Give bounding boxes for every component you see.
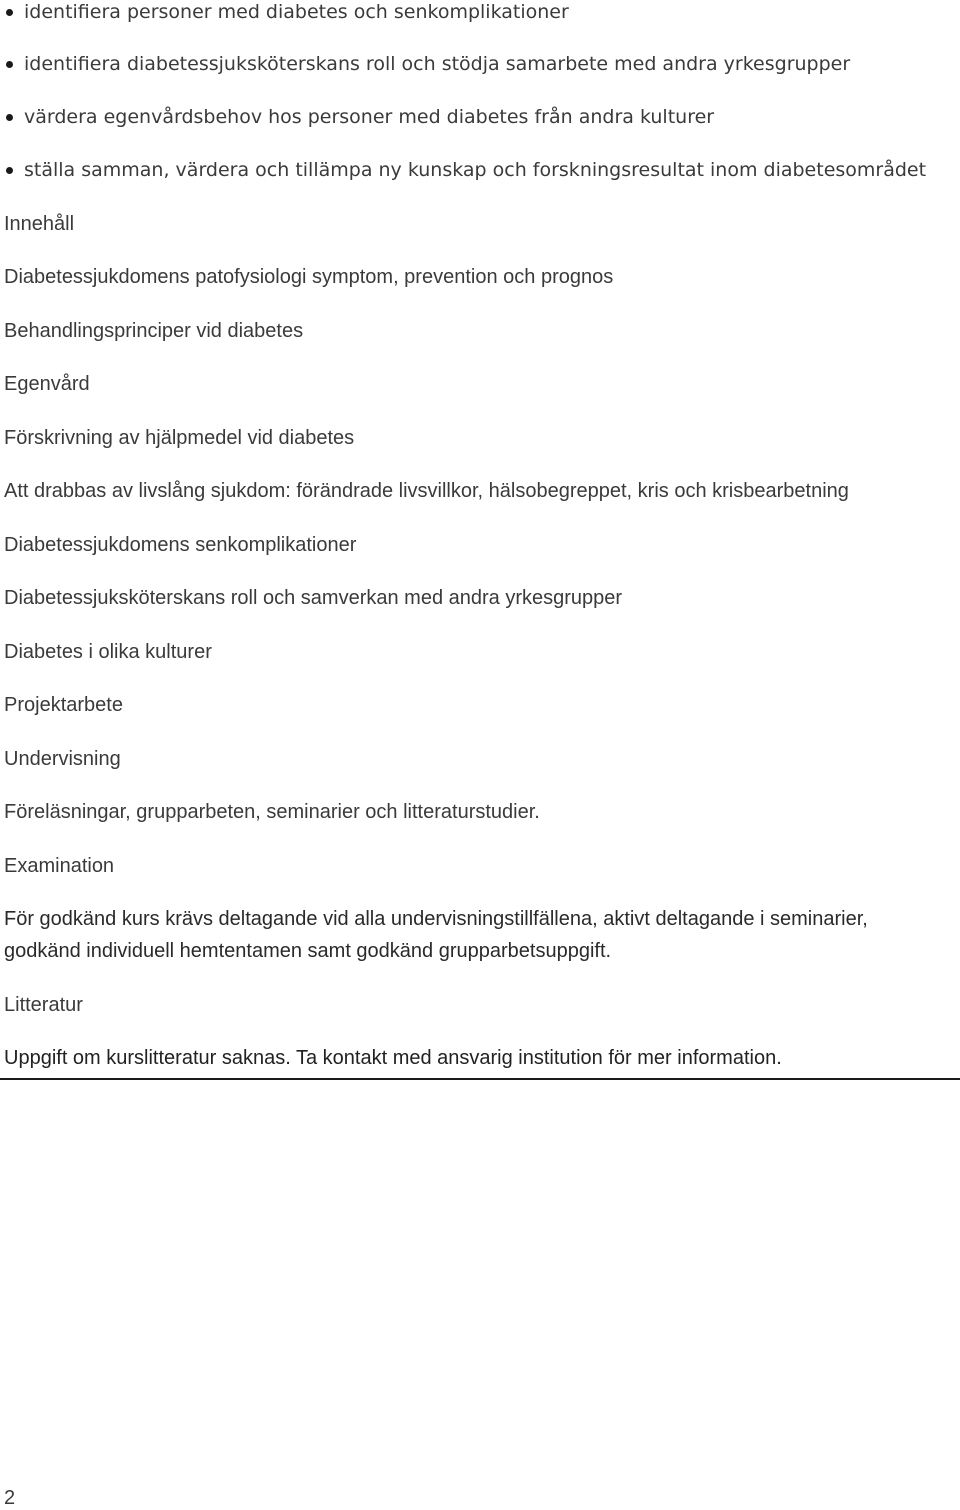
content-item: Behandlingsprinciper vid diabetes (4, 320, 304, 342)
content-item: Förskrivning av hjälpmedel vid diabetes (4, 427, 355, 449)
page-number: 2 (4, 1487, 16, 1509)
objective-text: värdera egenvårdsbehov hos personer med diabetes från andra kulturer (24, 106, 715, 128)
content-item: Diabetes i olika kulturer (4, 641, 212, 663)
teaching-heading: Undervisning (4, 748, 121, 770)
content-item: Diabetessjukdomens patofysiologi symptom, prevention och prognos (4, 266, 614, 288)
literature-heading: Litteratur (4, 994, 83, 1016)
horizontal-rule (0, 1078, 960, 1080)
bullet-icon (6, 114, 13, 121)
content-item: Diabetessjukdomens senkomplikationer (4, 534, 357, 556)
examination-line: godkänd individuell hemtentamen samt godkänd grupparbetsuppgift. (4, 940, 612, 962)
bullet-icon (6, 167, 13, 174)
content-heading: Innehåll (4, 213, 75, 235)
objective-item (4, 0, 569, 24)
objective-text: identifiera diabetessjuksköterskans roll och stödja samarbete med andra yrkesgrupper (24, 53, 851, 75)
objective-item (4, 105, 714, 129)
content-item: Projektarbete (4, 694, 123, 716)
content-item: Egenvård (4, 373, 90, 395)
content-item: Diabetessjuksköterskans roll och samverkan med andra yrkesgrupper (4, 587, 623, 609)
literature-text: Uppgift om kurslitteratur saknas. Ta kontakt med ansvarig institution för mer information. (4, 1047, 782, 1069)
examination-line: För godkänd kurs krävs deltagande vid alla undervisningstillfällena, aktivt deltagande i seminarier, (4, 908, 868, 930)
objective-text: identifiera personer med diabetes och senkomplikationer (24, 1, 569, 23)
content-item: Att drabbas av livslång sjukdom: förändrade livsvillkor, hälsobegreppet, kris och krisbearbetning (4, 480, 849, 502)
bullet-icon (6, 61, 13, 68)
examination-text (4, 903, 944, 967)
examination-heading: Examination (4, 855, 115, 877)
teaching-text: Föreläsningar, grupparbeten, seminarier och litteraturstudier. (4, 801, 540, 823)
objective-item (4, 158, 926, 182)
objective-item (4, 52, 850, 76)
bullet-icon (6, 9, 13, 16)
objective-text: ställa samman, värdera och tillämpa ny kunskap och forskningsresultat inom diabetesområdet (24, 159, 927, 181)
